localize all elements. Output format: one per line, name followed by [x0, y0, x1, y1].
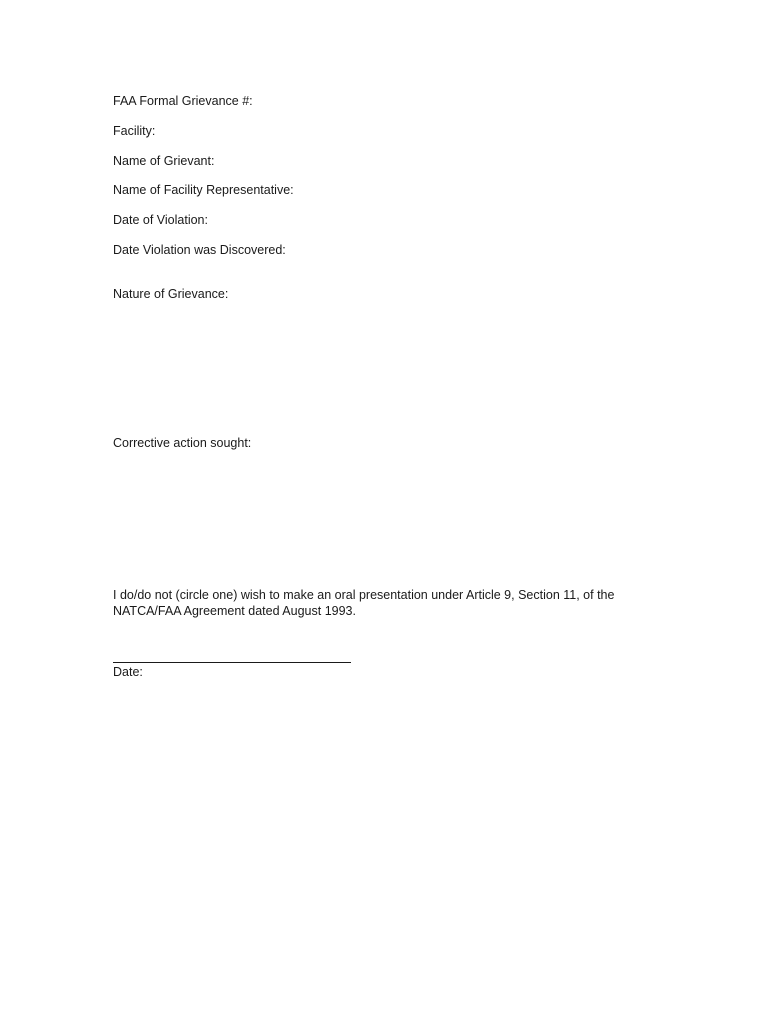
grievance-number-label: FAA Formal Grievance #: — [113, 94, 253, 108]
facility-representative-label: Name of Facility Representative: — [113, 183, 294, 197]
corrective-action-label: Corrective action sought: — [113, 436, 252, 450]
violation-date-label: Date of Violation: — [113, 213, 208, 227]
nature-of-grievance-label: Nature of Grievance: — [113, 287, 229, 301]
date-label: Date: — [113, 665, 143, 679]
oral-presentation-line-1: I do/do not (circle one) wish to make an oral presentation under Article 9, Section 11, of the — [113, 588, 615, 602]
oral-presentation-line-2: NATCA/FAA Agreement dated August 1993. — [113, 604, 356, 618]
signature-line — [113, 662, 351, 663]
discovery-date-label: Date Violation was Discovered: — [113, 243, 286, 257]
facility-label: Facility: — [113, 124, 156, 138]
oral-presentation-statement — [113, 587, 673, 619]
grievant-name-label: Name of Grievant: — [113, 154, 215, 168]
